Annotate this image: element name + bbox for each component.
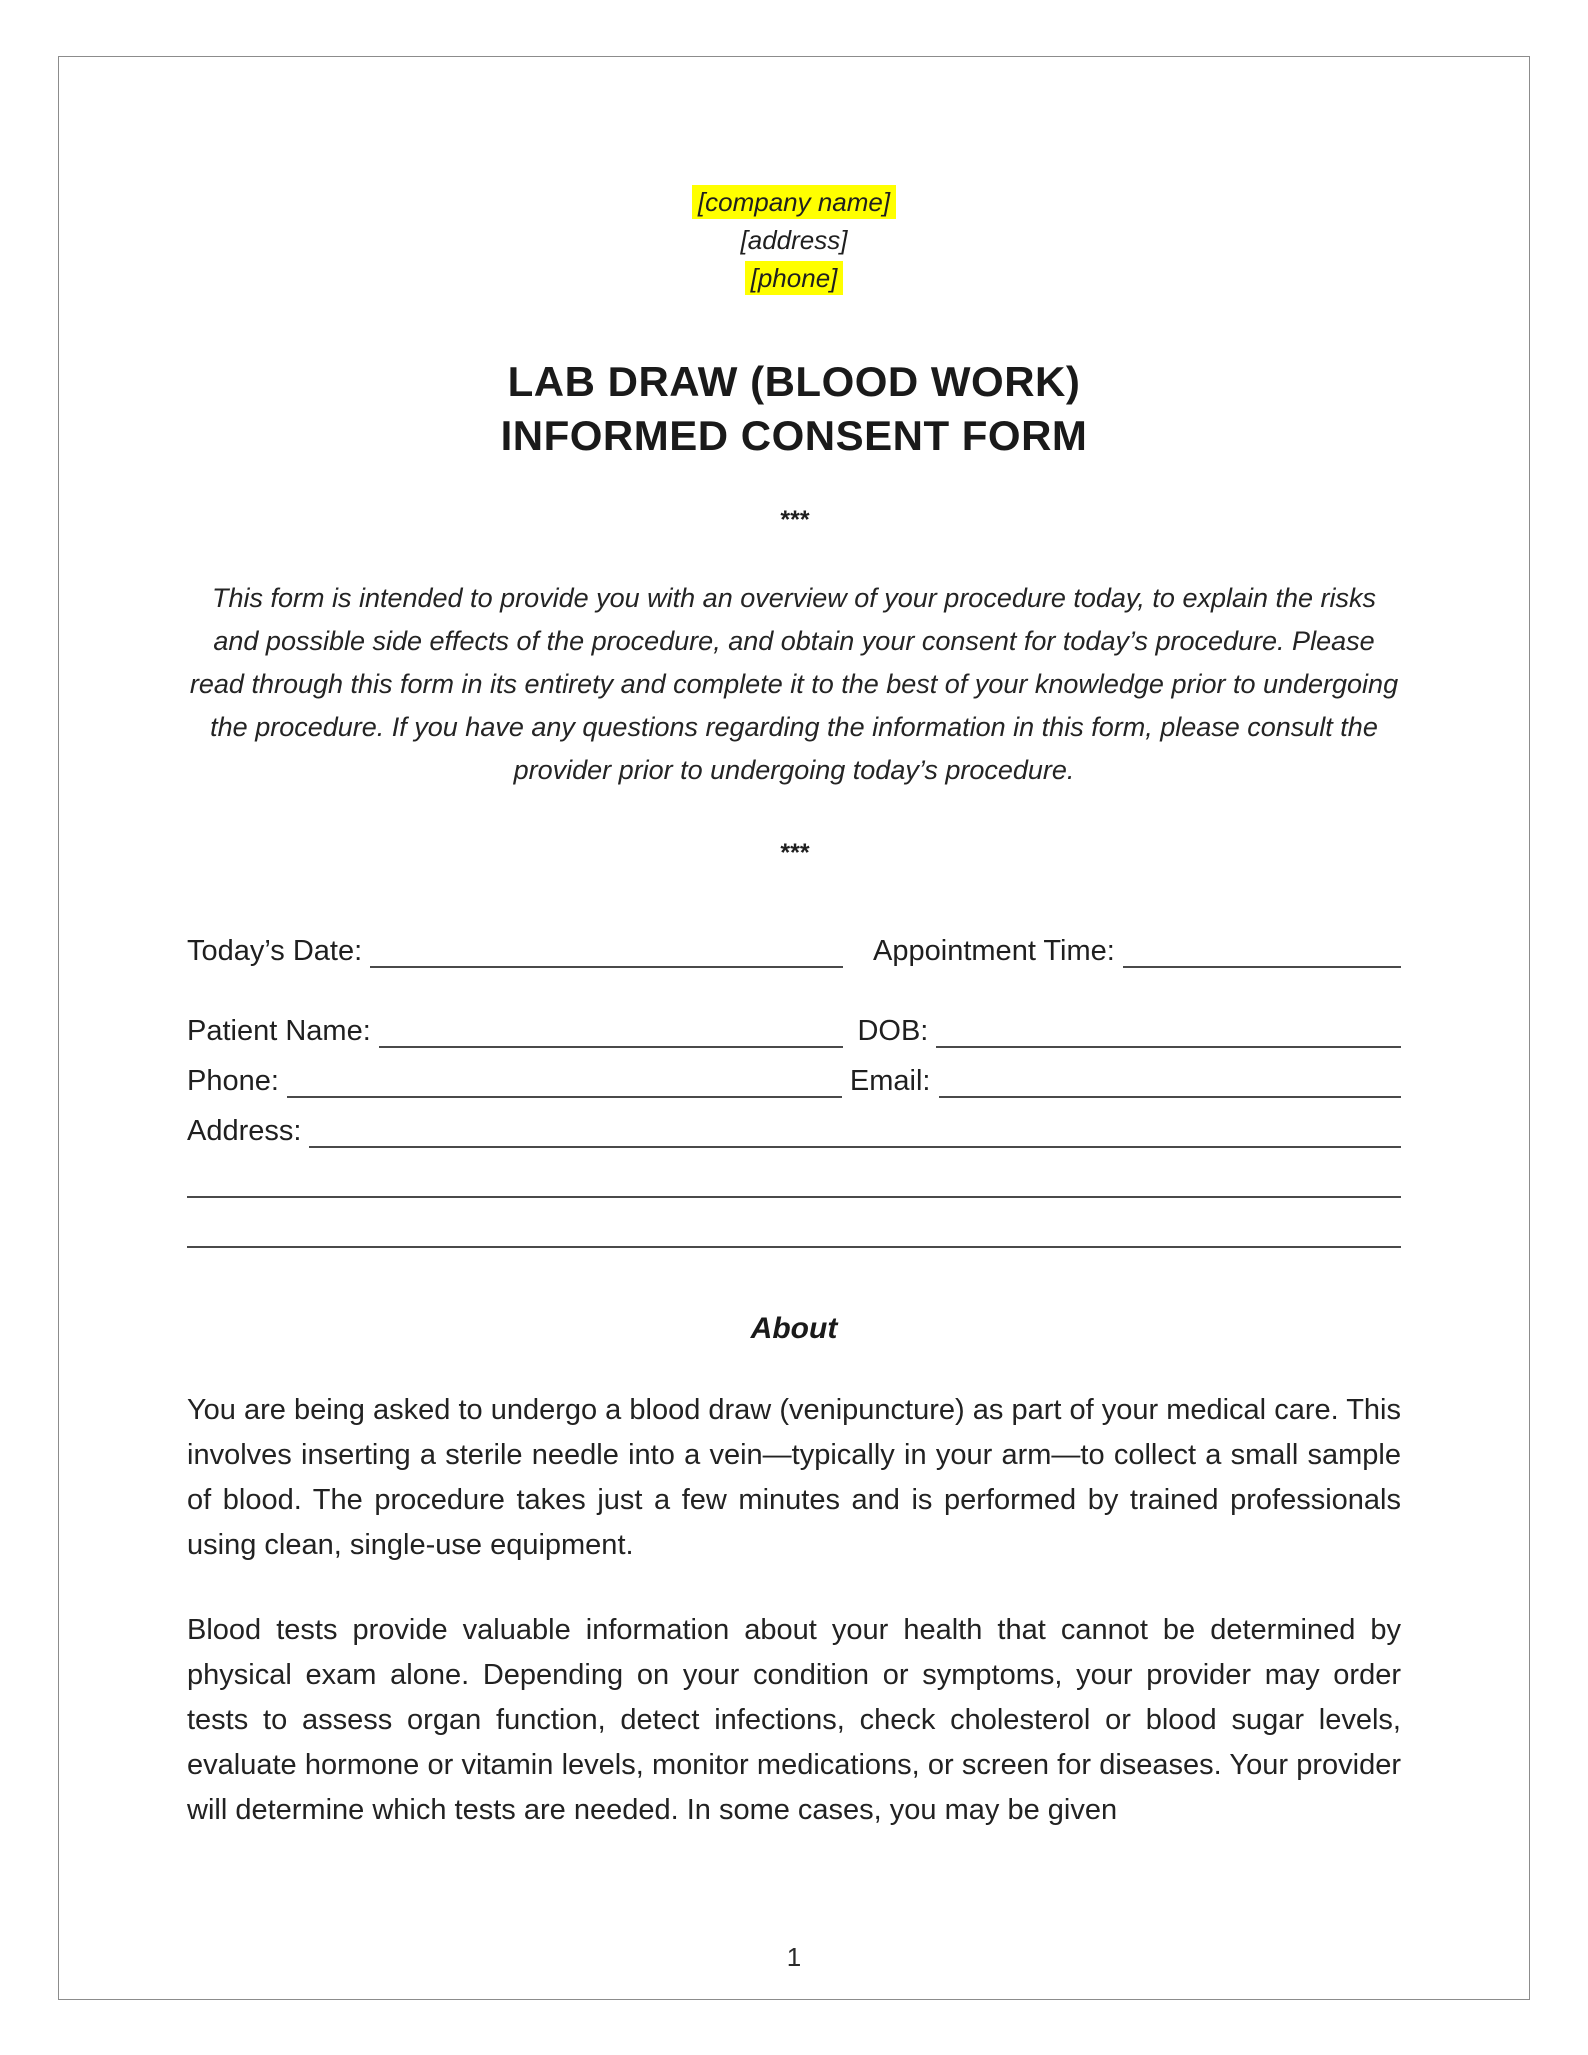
form-row-address xyxy=(187,1112,1401,1148)
about-paragraph-2: Blood tests provide valuable information about your health that cannot be determined by physical exam alone. Depending on your condition or symptoms, your provider may order tests to assess organ function, detect infections, check cholesterol or blood sugar levels, evaluate hormone or vitamin levels, monitor medications, or screen for diseases. Your provider will determine which tests are needed. In some cases, you may be given xyxy=(187,1614,1401,1826)
form-row-address-extra xyxy=(187,1162,1401,1198)
patient-info-section xyxy=(187,932,1401,1248)
appointment-time-blank xyxy=(1123,934,1401,968)
letterhead-line xyxy=(187,259,1401,297)
patient-name-label: Patient Name: xyxy=(187,1015,371,1047)
form-row-address-extra xyxy=(187,1212,1401,1248)
separator-stars: *** xyxy=(779,506,809,534)
phone-label: Phone: xyxy=(187,1065,279,1097)
address-blank xyxy=(309,1114,1401,1148)
address-placeholder: [address] xyxy=(740,225,848,255)
todays-date-blank xyxy=(370,934,843,968)
page-number: 1 xyxy=(786,1942,802,1972)
address-label: Address: xyxy=(187,1115,302,1147)
letterhead-line xyxy=(187,221,1401,259)
document-page xyxy=(58,56,1530,2000)
email-label: Email: xyxy=(849,1065,931,1097)
form-title-line2: INFORMED CONSENT FORM xyxy=(500,412,1088,459)
address-extra-blank-1 xyxy=(187,1164,1401,1198)
letterhead xyxy=(187,183,1401,297)
company-name-placeholder: [company name] xyxy=(692,185,896,219)
phone-placeholder: [phone] xyxy=(745,261,844,295)
patient-name-blank xyxy=(379,1014,844,1048)
form-row-date-time xyxy=(187,932,1401,968)
todays-date-label: Today’s Date: xyxy=(187,935,363,967)
intro-paragraph: This form is intended to provide you with an overview of your procedure today, to explain the risks and possible side effects of the procedure, and obtain your consent for today’s procedure. Please read through this form in its entirety and complete it to the best of your knowledge prior to undergoing the procedure. If you have any questions regarding the information in this form, please consult the provider prior to undergoing today’s procedure. xyxy=(189,583,1399,785)
letterhead-line xyxy=(187,183,1401,221)
about-paragraph-1: You are being asked to undergo a blood draw (venipuncture) as part of your medical care. This involves inserting a sterile needle into a vein—typically in your arm—to collect a small sample of blood. The procedure takes just a few minutes and is performed by trained professionals using clean, single-use equipment. xyxy=(187,1394,1401,1561)
appointment-time-label: Appointment Time: xyxy=(873,935,1115,967)
dob-blank xyxy=(936,1014,1401,1048)
email-blank xyxy=(939,1064,1402,1098)
address-extra-blank-2 xyxy=(187,1214,1401,1248)
form-title-line1: LAB DRAW (BLOOD WORK) xyxy=(507,358,1081,405)
form-row-name-dob xyxy=(187,1012,1401,1048)
form-row-phone-email xyxy=(187,1062,1401,1098)
dob-label: DOB: xyxy=(857,1015,929,1047)
about-heading: About xyxy=(750,1312,838,1345)
separator-stars: *** xyxy=(779,839,809,867)
phone-blank xyxy=(287,1064,842,1098)
form-title xyxy=(187,355,1401,463)
